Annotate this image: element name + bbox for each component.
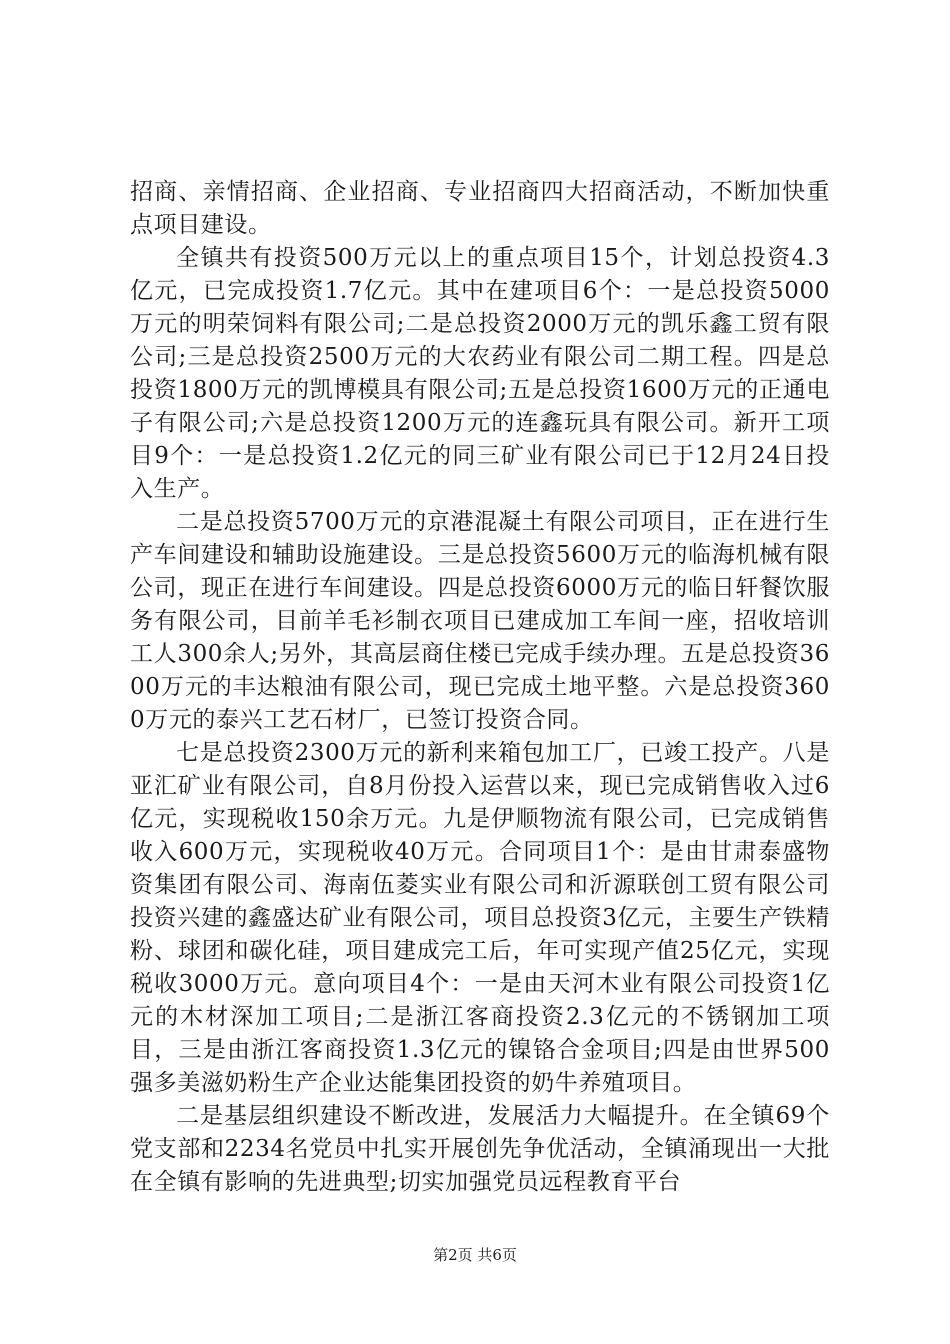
document-body [130, 176, 830, 1199]
paragraph: 二是基层组织建设不断改进，发展活力大幅提升。在全镇69个党支部和2234名党员中扎实开展创先争优活动，全镇涌现出一大批在全镇有影响的先进典型;切实加强党员远程教育平台 [130, 1103, 830, 1195]
paragraph: 七是总投资2300万元的新利来箱包加工厂，已竣工投产。八是亚汇矿业有限公司，自8月份投入运营以来，现已完成销售收入过6亿元，实现税收150余万元。九是伊顺物流有限公司，已完成销售收入600万元，实现税收40万元。合同项目1个：是由甘肃泰盛物资集团有限公司、海南伍菱实业有限公司和沂源联创工贸有限公司投资兴建的鑫盛达矿业有限公司，项目总投资3亿元，主要生产铁精粉、球团和碳化硅，项目建成完工后，年可实现产值25亿元，实现税收3000万元。意向项目4个：一是由天河木业有限公司投资1亿元的木材深加工项目;二是浙江客商投资2.3亿元的不锈钢加工项目，三是由浙江客商投资1.3亿元的镍铬合金项目;四是由世界500强多美滋奶粉生产企业达能集团投资的奶牛养殖项目。 [130, 740, 830, 1096]
paragraph: 二是总投资5700万元的京港混凝土有限公司项目，正在进行生产车间建设和辅助设施建设。三是总投资5600万元的临海机械有限公司，现正在进行车间建设。四是总投资6000万元的临日轩餐饮服务有限公司，目前羊毛衫制衣项目已建成加工车间一座，招收培训工人300余人;另外，其高层商住楼已完成手续办理。五是总投资3600万元的丰达粮油有限公司，现已完成土地平整。六是总投资3600万元的泰兴工艺石材厂，已签订投资合同。 [130, 509, 830, 733]
paragraph: 全镇共有投资500万元以上的重点项目15个，计划总投资4.3亿元，已完成投资1.7亿元。其中在建项目6个：一是总投资5000万元的明荣饲料有限公司;二是总投资2000万元的凯乐鑫工贸有限公司;三是总投资2500万元的大农药业有限公司二期工程。四是总投资1800万元的凯博模具有限公司;五是总投资1600万元的正通电子有限公司;六是总投资1200万元的连鑫玩具有限公司。新开工项目9个：一是总投资1.2亿元的同三矿业有限公司已于12月24日投入生产。 [130, 245, 830, 502]
paragraph: 招商、亲情招商、企业招商、专业招商四大招商活动，不断加快重点项目建设。 [130, 179, 830, 238]
page-footer: 第2页 共6页 [433, 1246, 517, 1264]
